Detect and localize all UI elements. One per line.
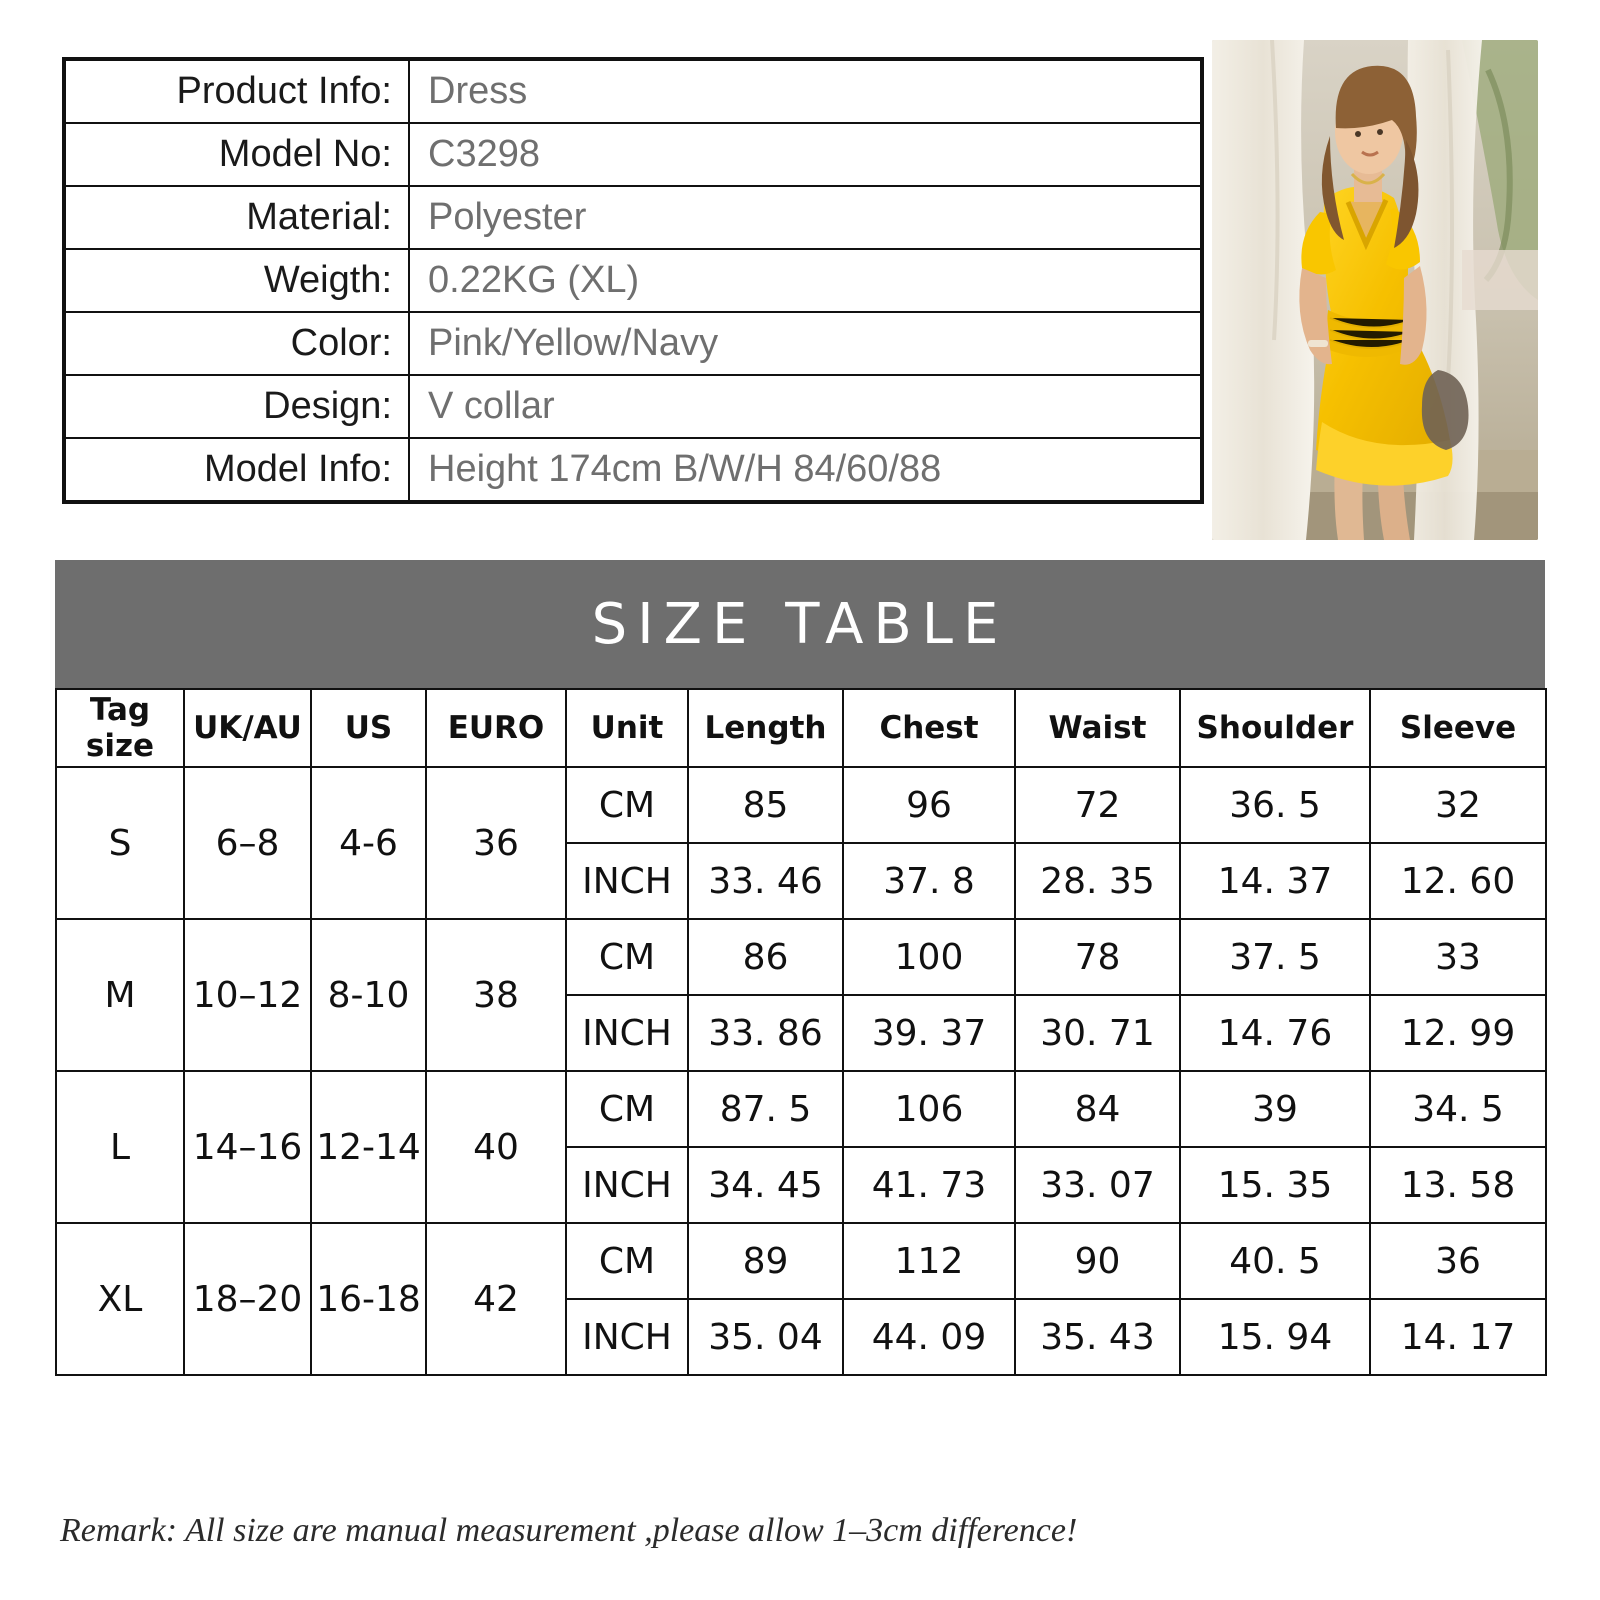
col-header-euro: EURO (426, 689, 566, 767)
col-header-shoulder: Shoulder (1180, 689, 1370, 767)
cell-waist-cm: 78 (1015, 919, 1180, 995)
product-info-value: 0.22KG (XL) (409, 249, 1201, 312)
cell-sleeve-cm: 32 (1370, 767, 1546, 843)
cell-waist-cm: 84 (1015, 1071, 1180, 1147)
table-row (65, 249, 1201, 312)
size-table-title-band (55, 560, 1545, 688)
cell-waist-inch: 30. 71 (1015, 995, 1180, 1071)
table-row (65, 186, 1201, 249)
cell-length-cm: 89 (688, 1223, 843, 1299)
col-header-unit: Unit (566, 689, 688, 767)
product-info-table (62, 57, 1204, 504)
product-info-label: Product Info: (65, 60, 409, 123)
col-header-sleeve: Sleeve (1370, 689, 1546, 767)
cell-sleeve-cm: 33 (1370, 919, 1546, 995)
product-info-label: Color: (65, 312, 409, 375)
product-info-value: Polyester (409, 186, 1201, 249)
table-row (65, 438, 1201, 501)
model-photo (1212, 40, 1538, 540)
cell-length-inch: 33. 86 (688, 995, 843, 1071)
cell-tag-size: M (56, 919, 184, 1071)
col-header-waist: Waist (1015, 689, 1180, 767)
cell-shoulder-inch: 14. 76 (1180, 995, 1370, 1071)
col-header-us: US (311, 689, 426, 767)
cell-shoulder-inch: 14. 37 (1180, 843, 1370, 919)
product-info-label: Model Info: (65, 438, 409, 501)
cell-us: 12-14 (311, 1071, 426, 1223)
cell-length-inch: 34. 45 (688, 1147, 843, 1223)
cell-chest-cm: 112 (843, 1223, 1015, 1299)
cell-us: 16-18 (311, 1223, 426, 1375)
cell-sleeve-inch: 12. 99 (1370, 995, 1546, 1071)
product-info-label: Design: (65, 375, 409, 438)
cell-chest-cm: 100 (843, 919, 1015, 995)
cell-tag-size: S (56, 767, 184, 919)
cell-waist-inch: 33. 07 (1015, 1147, 1180, 1223)
cell-shoulder-cm: 36. 5 (1180, 767, 1370, 843)
col-header-length: Length (688, 689, 843, 767)
cell-euro: 38 (426, 919, 566, 1071)
product-info-value: Dress (409, 60, 1201, 123)
cell-unit-inch: INCH (566, 1299, 688, 1375)
product-info-value: V collar (409, 375, 1201, 438)
cell-unit-cm: CM (566, 1223, 688, 1299)
cell-waist-cm: 90 (1015, 1223, 1180, 1299)
col-header-uk-au: UK/AU (184, 689, 311, 767)
cell-unit-cm: CM (566, 1071, 688, 1147)
cell-shoulder-cm: 40. 5 (1180, 1223, 1370, 1299)
product-info-value: Height 174cm B/W/H 84/60/88 (409, 438, 1201, 501)
cell-shoulder-inch: 15. 35 (1180, 1147, 1370, 1223)
cell-euro: 36 (426, 767, 566, 919)
cell-sleeve-cm: 36 (1370, 1223, 1546, 1299)
cell-us: 8-10 (311, 919, 426, 1071)
cell-length-inch: 35. 04 (688, 1299, 843, 1375)
cell-uk-au: 10–12 (184, 919, 311, 1071)
cell-sleeve-inch: 13. 58 (1370, 1147, 1546, 1223)
cell-sleeve-cm: 34. 5 (1370, 1071, 1546, 1147)
cell-unit-cm: CM (566, 767, 688, 843)
table-row (65, 312, 1201, 375)
cell-unit-inch: INCH (566, 1147, 688, 1223)
size-table (55, 688, 1545, 1376)
col-header-chest: Chest (843, 689, 1015, 767)
cell-length-cm: 87. 5 (688, 1071, 843, 1147)
cell-uk-au: 6–8 (184, 767, 311, 919)
table-row (65, 375, 1201, 438)
cell-euro: 42 (426, 1223, 566, 1375)
cell-chest-inch: 37. 8 (843, 843, 1015, 919)
cell-sleeve-inch: 12. 60 (1370, 843, 1546, 919)
cell-waist-cm: 72 (1015, 767, 1180, 843)
product-info-value: Pink/Yellow/Navy (409, 312, 1201, 375)
cell-length-cm: 85 (688, 767, 843, 843)
cell-chest-cm: 106 (843, 1071, 1015, 1147)
table-row (56, 1071, 1546, 1147)
cell-shoulder-inch: 15. 94 (1180, 1299, 1370, 1375)
table-row (65, 60, 1201, 123)
cell-waist-inch: 35. 43 (1015, 1299, 1180, 1375)
cell-chest-cm: 96 (843, 767, 1015, 843)
cell-chest-inch: 39. 37 (843, 995, 1015, 1071)
cell-shoulder-cm: 37. 5 (1180, 919, 1370, 995)
product-info-label: Weigth: (65, 249, 409, 312)
cell-us: 4-6 (311, 767, 426, 919)
cell-unit-inch: INCH (566, 843, 688, 919)
cell-tag-size: L (56, 1071, 184, 1223)
cell-euro: 40 (426, 1071, 566, 1223)
cell-unit-cm: CM (566, 919, 688, 995)
cell-shoulder-cm: 39 (1180, 1071, 1370, 1147)
table-row (65, 123, 1201, 186)
table-row (56, 1223, 1546, 1299)
table-header-row (56, 689, 1546, 767)
remark-text: Remark: All size are manual measurement ,please allow 1–3cm difference! (60, 1512, 1078, 1549)
cell-unit-inch: INCH (566, 995, 688, 1071)
table-row (56, 767, 1546, 843)
table-row (56, 919, 1546, 995)
cell-uk-au: 14–16 (184, 1071, 311, 1223)
product-info-label: Material: (65, 186, 409, 249)
size-table-title: SIZE TABLE (591, 591, 1009, 657)
cell-waist-inch: 28. 35 (1015, 843, 1180, 919)
product-info-value: C3298 (409, 123, 1201, 186)
cell-sleeve-inch: 14. 17 (1370, 1299, 1546, 1375)
cell-length-inch: 33. 46 (688, 843, 843, 919)
cell-chest-inch: 41. 73 (843, 1147, 1015, 1223)
cell-tag-size: XL (56, 1223, 184, 1375)
product-info-label: Model No: (65, 123, 409, 186)
cell-length-cm: 86 (688, 919, 843, 995)
col-header-tag-size: Tag size (56, 689, 184, 767)
cell-uk-au: 18–20 (184, 1223, 311, 1375)
cell-chest-inch: 44. 09 (843, 1299, 1015, 1375)
